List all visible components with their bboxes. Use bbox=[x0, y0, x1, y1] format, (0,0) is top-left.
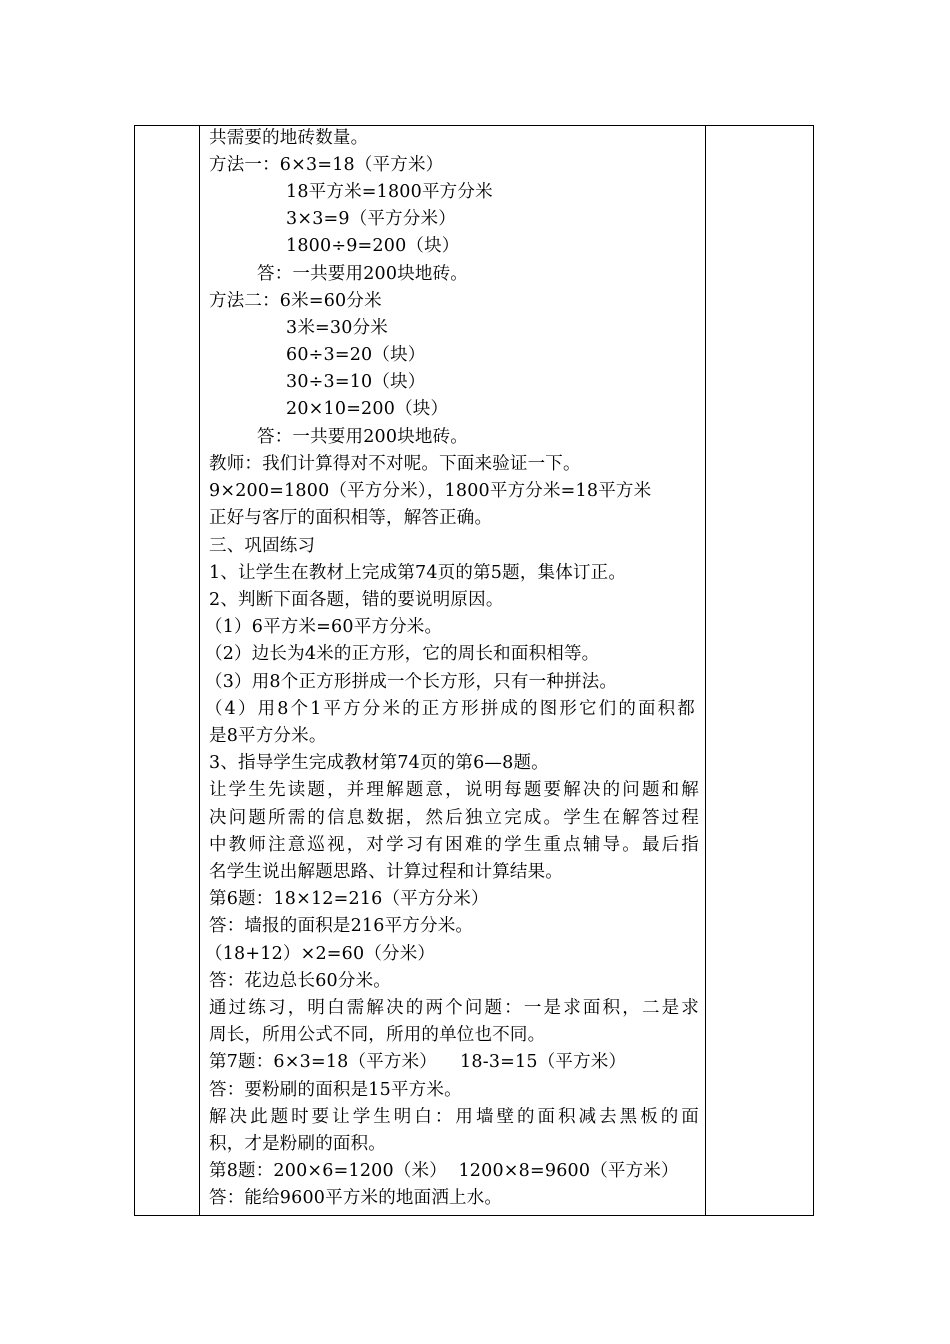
text-line: 2、判断下面各题，错的要说明原因。 bbox=[209, 590, 504, 610]
text-line: 3×3=9（平方分米） bbox=[286, 209, 456, 229]
text-line: 答：墙报的面积是216平方分米。 bbox=[209, 916, 474, 936]
text-line: 中教师注意巡视，对学习有困难的学生重点辅导。最后指 bbox=[209, 835, 699, 855]
text-line: 答：要粉刷的面积是15平方米。 bbox=[209, 1080, 462, 1100]
text-line: 1800÷9=200（块） bbox=[286, 236, 460, 256]
text-line: 60÷3=20（块） bbox=[286, 345, 426, 365]
section-heading: 三、巩固练习 bbox=[209, 536, 316, 556]
text-line: 共需要的地砖数量。 bbox=[209, 128, 369, 148]
text-line: 通过练习，明白需解决的两个问题：一是求面积，二是求 bbox=[209, 998, 699, 1018]
text-line: 第8题：200×6=1200（米） 1200×8=9600（平方米） bbox=[209, 1161, 679, 1181]
text-line: 9×200=1800（平方分米），1800平方分米=18平方米 bbox=[209, 481, 652, 501]
text-line: 30÷3=10（块） bbox=[286, 372, 426, 392]
text-line: 答：一共要用200块地砖。 bbox=[257, 264, 469, 284]
text-line: 名学生说出解题思路、计算过程和计算结果。 bbox=[209, 862, 563, 882]
text-line: 正好与客厅的面积相等，解答正确。 bbox=[209, 508, 493, 528]
text-line: 方法一：6×3=18（平方米） bbox=[209, 155, 444, 175]
text-line: 方法二：6米=60分米 bbox=[209, 291, 382, 311]
text-line: 周长，所用公式不同，所用的单位也不同。 bbox=[209, 1025, 546, 1045]
text-line: 答：一共要用200块地砖。 bbox=[257, 427, 469, 447]
text-line: 决问题所需的信息数据，然后独立完成。学生在解答过程 bbox=[209, 808, 699, 828]
text-line: 第7题：6×3=18（平方米） 18-3=15（平方米） bbox=[209, 1052, 627, 1072]
text-line: （3）用8个正方形拼成一个长方形，只有一种拼法。 bbox=[205, 672, 618, 692]
text-line: 第6题：18×12=216（平方分米） bbox=[209, 889, 489, 909]
text-line: 让学生先读题，并理解题意，说明每题要解决的问题和解 bbox=[209, 780, 699, 800]
text-line: 是8平方分米。 bbox=[209, 726, 327, 746]
text-line: 答：花边总长60分米。 bbox=[209, 971, 391, 991]
text-line: 积，才是粉刷的面积。 bbox=[209, 1134, 386, 1154]
text-line: （2）边长为4米的正方形，它的周长和面积相等。 bbox=[205, 644, 600, 664]
text-line: 解决此题时要让学生明白：用墙壁的面积减去黑板的面 bbox=[209, 1107, 699, 1127]
text-line: 教师：我们计算得对不对呢。下面来验证一下。 bbox=[209, 454, 581, 474]
text-line: 答：能给9600平方米的地面洒上水。 bbox=[209, 1188, 503, 1208]
text-line: 3、指导学生完成教材第74页的第6—8题。 bbox=[209, 753, 549, 773]
text-line: 3米=30分米 bbox=[286, 318, 388, 338]
column-divider-left bbox=[199, 126, 200, 1215]
text-line: （1）6平方米=60平方分米。 bbox=[205, 617, 443, 637]
text-line: 1、让学生在教材上完成第74页的第5题，集体订正。 bbox=[209, 563, 627, 583]
text-line: 20×10=200（块） bbox=[286, 399, 449, 419]
text-line: （4）用8个1平方分米的正方形拼成的图形它们的面积都 bbox=[205, 699, 695, 719]
text-line: 18平方米=1800平方分米 bbox=[286, 182, 493, 202]
text-line: （18+12）×2=60（分米） bbox=[205, 944, 436, 964]
column-divider-right bbox=[705, 126, 706, 1215]
